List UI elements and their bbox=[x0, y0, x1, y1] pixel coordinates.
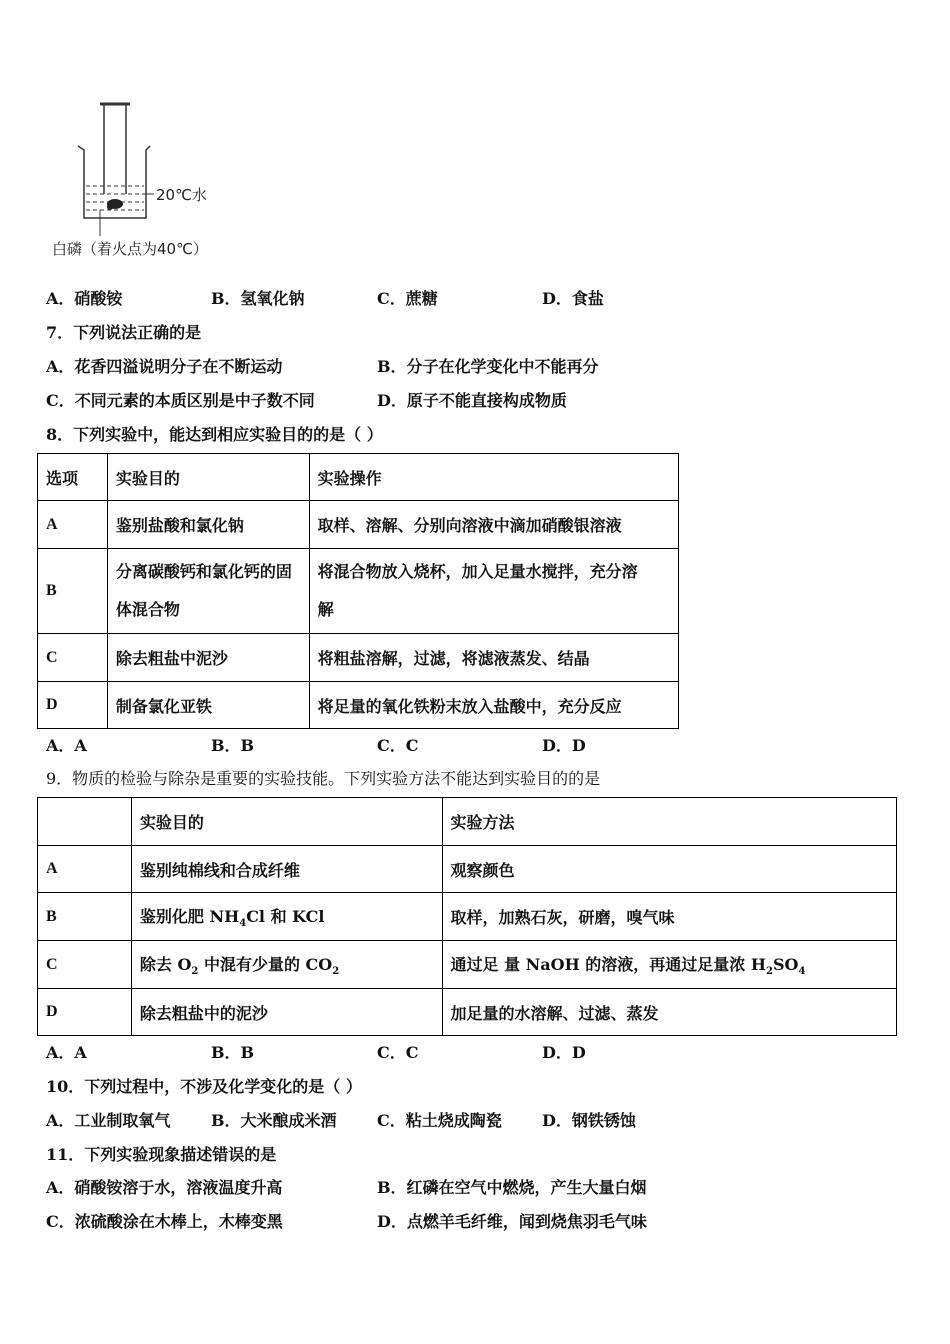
q9-table bbox=[37, 797, 897, 1036]
q8-option-d[interactable]: D．D bbox=[542, 736, 586, 755]
q9-row-d-purpose: 除去粗盐中的泥沙 bbox=[131, 989, 442, 1036]
q9-row-c-purpose-sub1: 2 bbox=[191, 966, 199, 978]
q11-option-d[interactable]: D．点燃羊毛纤维，闻到烧焦羽毛气味 bbox=[377, 1212, 647, 1231]
table-row bbox=[38, 549, 679, 634]
q7-option-b[interactable]: B．分子在化学变化中不能再分 bbox=[377, 357, 599, 376]
q11-option-c[interactable]: C．浓硫酸涂在木棒上，木棒变黑 bbox=[46, 1212, 283, 1231]
table-row bbox=[38, 941, 897, 989]
q8-header-option: 选项 bbox=[38, 454, 108, 501]
q10-option-b[interactable]: B．大米酿成米酒 bbox=[211, 1111, 337, 1130]
q9-stem: 9．物质的检验与除杂是重要的实验技能。下列实验方法不能达到实验目的的是 bbox=[46, 769, 601, 788]
q9-row-b-purpose-text: 鉴别化肥 NH bbox=[139, 906, 240, 926]
q9-row-c-purpose-text2: 中混有少量的 CO bbox=[198, 954, 333, 974]
q10-stem: 10．下列过程中，不涉及化学变化的是（ ） bbox=[46, 1077, 362, 1096]
q9-option-c[interactable]: C．C bbox=[377, 1043, 419, 1062]
q8-header-operation: 实验操作 bbox=[309, 454, 678, 501]
table-row bbox=[38, 501, 679, 549]
q8-row-a-operation: 取样、溶解、分别向溶液中滴加硝酸银溶液 bbox=[309, 501, 678, 549]
q9-row-c-method-text: 通过足 量 NaOH 的溶液，再通过足量浓 H bbox=[450, 954, 766, 974]
q10-option-d[interactable]: D．钢铁锈蚀 bbox=[542, 1111, 636, 1130]
q9-option-b[interactable]: B．B bbox=[211, 1043, 255, 1062]
q9-row-b-purpose-sub: 4 bbox=[239, 918, 247, 930]
q8-table bbox=[37, 453, 679, 729]
q7-stem: 7．下列说法正确的是 bbox=[46, 323, 202, 342]
phosphorus-label: 白磷（着火点为40℃） bbox=[52, 240, 208, 258]
q6-option-a[interactable]: A．硝酸铵 bbox=[46, 289, 123, 308]
q8-row-c-purpose: 除去粗盐中泥沙 bbox=[107, 634, 309, 682]
q8-row-b-purpose-line2: 体混合物 bbox=[115, 600, 180, 619]
q7-option-d[interactable]: D．原子不能直接构成物质 bbox=[377, 391, 567, 410]
q9-row-d-method: 加足量的水溶解、过滤、蒸发 bbox=[442, 989, 896, 1036]
q9-row-c-purpose-sub2: 2 bbox=[332, 966, 340, 978]
q9-row-b-method: 取样，加熟石灰，研磨，嗅气味 bbox=[442, 893, 896, 941]
q9-row-c-method bbox=[442, 941, 896, 989]
q9-row-b-option: B bbox=[38, 893, 132, 941]
q9-header-purpose: 实验目的 bbox=[131, 798, 442, 846]
q7-option-a[interactable]: A．花香四溢说明分子在不断运动 bbox=[46, 357, 283, 376]
q8-option-b[interactable]: B．B bbox=[211, 736, 255, 755]
table-row bbox=[38, 893, 897, 941]
q8-row-a-purpose: 鉴别盐酸和氯化钠 bbox=[107, 501, 309, 549]
q9-row-c-method-sub1: 2 bbox=[765, 966, 773, 978]
q6-option-b[interactable]: B．氢氧化钠 bbox=[211, 289, 305, 308]
q10-option-c[interactable]: C．粘土烧成陶瓷 bbox=[377, 1111, 502, 1130]
q8-row-c-option: C bbox=[38, 634, 108, 682]
q8-option-c[interactable]: C．C bbox=[377, 736, 419, 755]
q9-header-method: 实验方法 bbox=[442, 798, 896, 846]
q10-option-a[interactable]: A．工业制取氧气 bbox=[46, 1111, 171, 1130]
table-row bbox=[38, 989, 897, 1036]
q11-stem: 11．下列实验现象描述错误的是 bbox=[46, 1145, 277, 1164]
q9-row-b-purpose bbox=[131, 893, 442, 941]
q8-row-a-option: A bbox=[38, 501, 108, 549]
table-row bbox=[38, 846, 897, 893]
q11-option-b[interactable]: B．红磷在空气中燃烧，产生大量白烟 bbox=[377, 1178, 647, 1197]
q8-row-b-operation-line1: 将混合物放入烧杯，加入足量水搅拌，充分溶 bbox=[317, 562, 638, 581]
q9-row-a-purpose: 鉴别纯棉线和合成纤维 bbox=[131, 846, 442, 893]
water-label: 20℃水 bbox=[156, 186, 207, 204]
q9-row-c-purpose-text: 除去 O bbox=[139, 954, 192, 974]
q8-row-c-operation: 将粗盐溶解，过滤，将滤液蒸发、结晶 bbox=[309, 634, 678, 682]
q8-row-b-purpose-line1: 分离碳酸钙和氯化钙的固 bbox=[115, 562, 292, 581]
q9-row-c-method-sub2: 4 bbox=[798, 966, 806, 978]
q9-option-d[interactable]: D．D bbox=[542, 1043, 586, 1062]
q9-row-c-option: C bbox=[38, 941, 132, 989]
q9-header-option bbox=[38, 798, 132, 846]
q6-option-c[interactable]: C．蔗糖 bbox=[377, 289, 438, 308]
q9-option-a[interactable]: A．A bbox=[46, 1043, 87, 1062]
table-row bbox=[38, 682, 679, 729]
q9-row-a-method: 观察颜色 bbox=[442, 846, 896, 893]
q11-option-a[interactable]: A．硝酸铵溶于水，溶液温度升高 bbox=[46, 1178, 283, 1197]
q8-header-row bbox=[38, 454, 679, 501]
q9-header-row bbox=[38, 798, 897, 846]
q9-row-b-purpose-text2: Cl 和 KCl bbox=[246, 906, 325, 926]
q7-option-c[interactable]: C．不同元素的本质区别是中子数不同 bbox=[46, 391, 315, 410]
q8-row-b-purpose bbox=[107, 549, 309, 634]
table-row bbox=[38, 634, 679, 682]
q6-option-d[interactable]: D．食盐 bbox=[542, 289, 604, 308]
q8-row-d-purpose: 制备氯化亚铁 bbox=[107, 682, 309, 729]
q8-stem: 8．下列实验中，能达到相应实验目的的是（ ） bbox=[46, 425, 383, 444]
q9-row-d-option: D bbox=[38, 989, 132, 1036]
q9-row-c-purpose bbox=[131, 941, 442, 989]
q8-option-a[interactable]: A．A bbox=[46, 736, 87, 755]
q9-row-a-option: A bbox=[38, 846, 132, 893]
q8-row-d-operation: 将足量的氧化铁粉末放入盐酸中，充分反应 bbox=[309, 682, 678, 729]
q8-row-b-operation-line2: 解 bbox=[317, 600, 334, 619]
q9-row-c-method-text2: SO bbox=[772, 954, 799, 974]
q8-row-b-operation bbox=[309, 549, 678, 634]
q8-row-b-option: B bbox=[38, 549, 108, 634]
beaker-figure bbox=[40, 98, 240, 268]
q8-header-purpose: 实验目的 bbox=[107, 454, 309, 501]
q8-row-d-option: D bbox=[38, 682, 108, 729]
